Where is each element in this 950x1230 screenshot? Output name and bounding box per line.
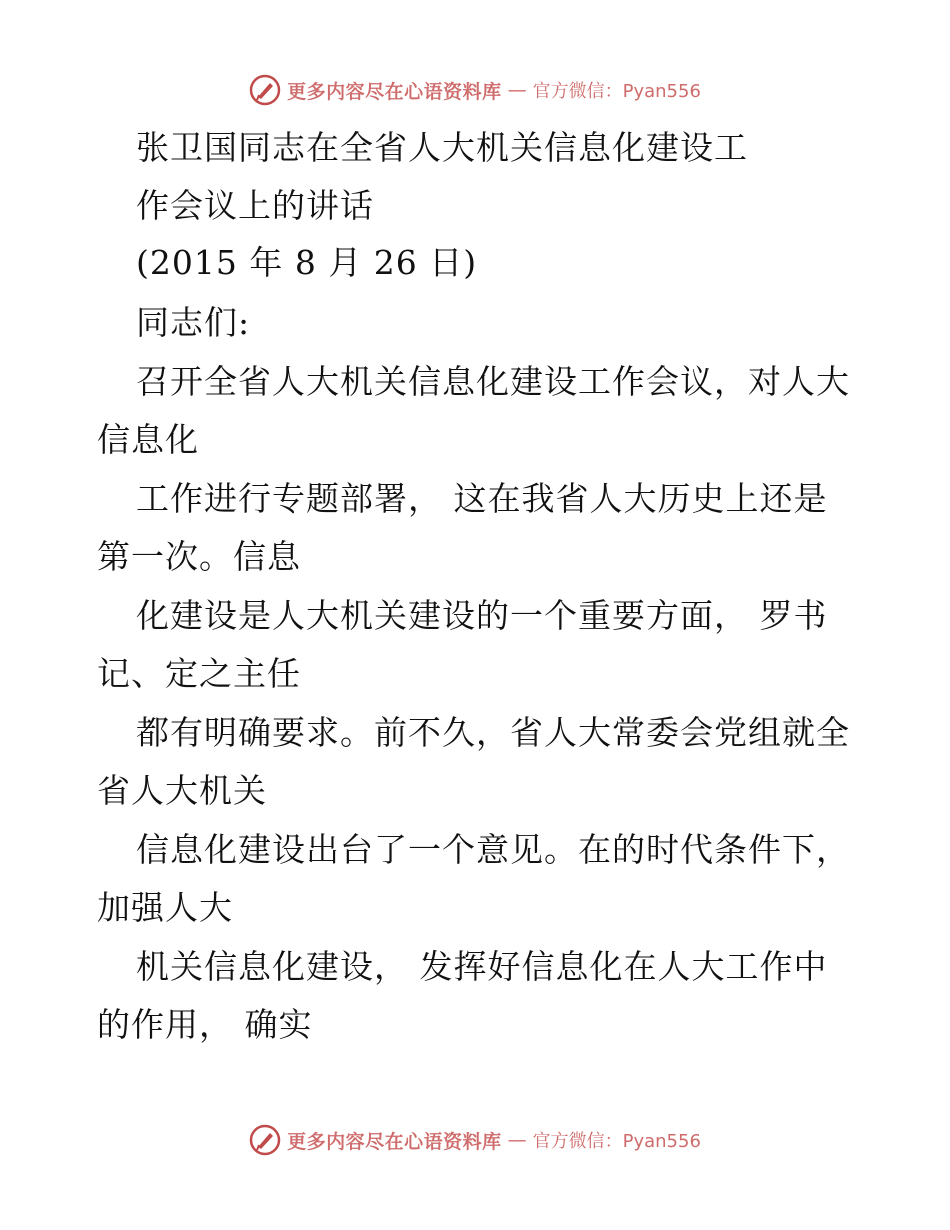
salutation: 同志们: <box>136 303 251 342</box>
paragraph-line: 省人大机关 <box>97 771 267 810</box>
quill-pen-logo-icon <box>249 1124 281 1156</box>
banner-wechat: 官方微信：Pyan556 <box>532 81 701 102</box>
paragraph-line: 化建设是人大机关建设的一个重要方面， 罗书 <box>136 596 828 635</box>
paragraph-line: 加强人大 <box>97 888 233 927</box>
paragraph-line: 记、定之主任 <box>97 654 301 693</box>
paragraph-line: 的作用， 确实 <box>97 1005 313 1044</box>
paragraph-line: 第一次。信息 <box>97 537 301 576</box>
footer-banner <box>0 1120 950 1160</box>
banner-separator: — <box>507 79 527 101</box>
banner-inner <box>249 1124 701 1156</box>
header-banner <box>0 70 950 110</box>
paragraph-line: 都有明确要求。前不久，省人大常委会党组就全 <box>136 713 850 752</box>
title-line-1: 张卫国同志在全省人大机关信息化建设工 <box>136 128 748 167</box>
paragraph-line: 工作进行专题部署， 这在我省人大历史上还是 <box>136 479 828 518</box>
quill-pen-logo-icon <box>249 74 281 106</box>
banner-site-name: 更多内容尽在心语资料库 <box>287 80 502 103</box>
date-line: (2015 年 8 月 26 日) <box>136 243 478 282</box>
banner-wechat: 官方微信：Pyan556 <box>532 1131 701 1152</box>
paragraph-line: 信息化建设出台了一个意见。在的时代条件下， <box>136 830 850 869</box>
title-line-2: 作会议上的讲话 <box>136 186 374 225</box>
paragraph-line: 信息化 <box>97 420 199 459</box>
paragraph-line: 机关信息化建设， 发挥好信息化在人大工作中 <box>136 947 828 986</box>
banner-separator: — <box>507 1129 527 1151</box>
banner-inner <box>249 74 701 106</box>
paragraph-line: 召开全省人大机关信息化建设工作会议，对人大 <box>136 362 850 401</box>
banner-site-name: 更多内容尽在心语资料库 <box>287 1130 502 1153</box>
